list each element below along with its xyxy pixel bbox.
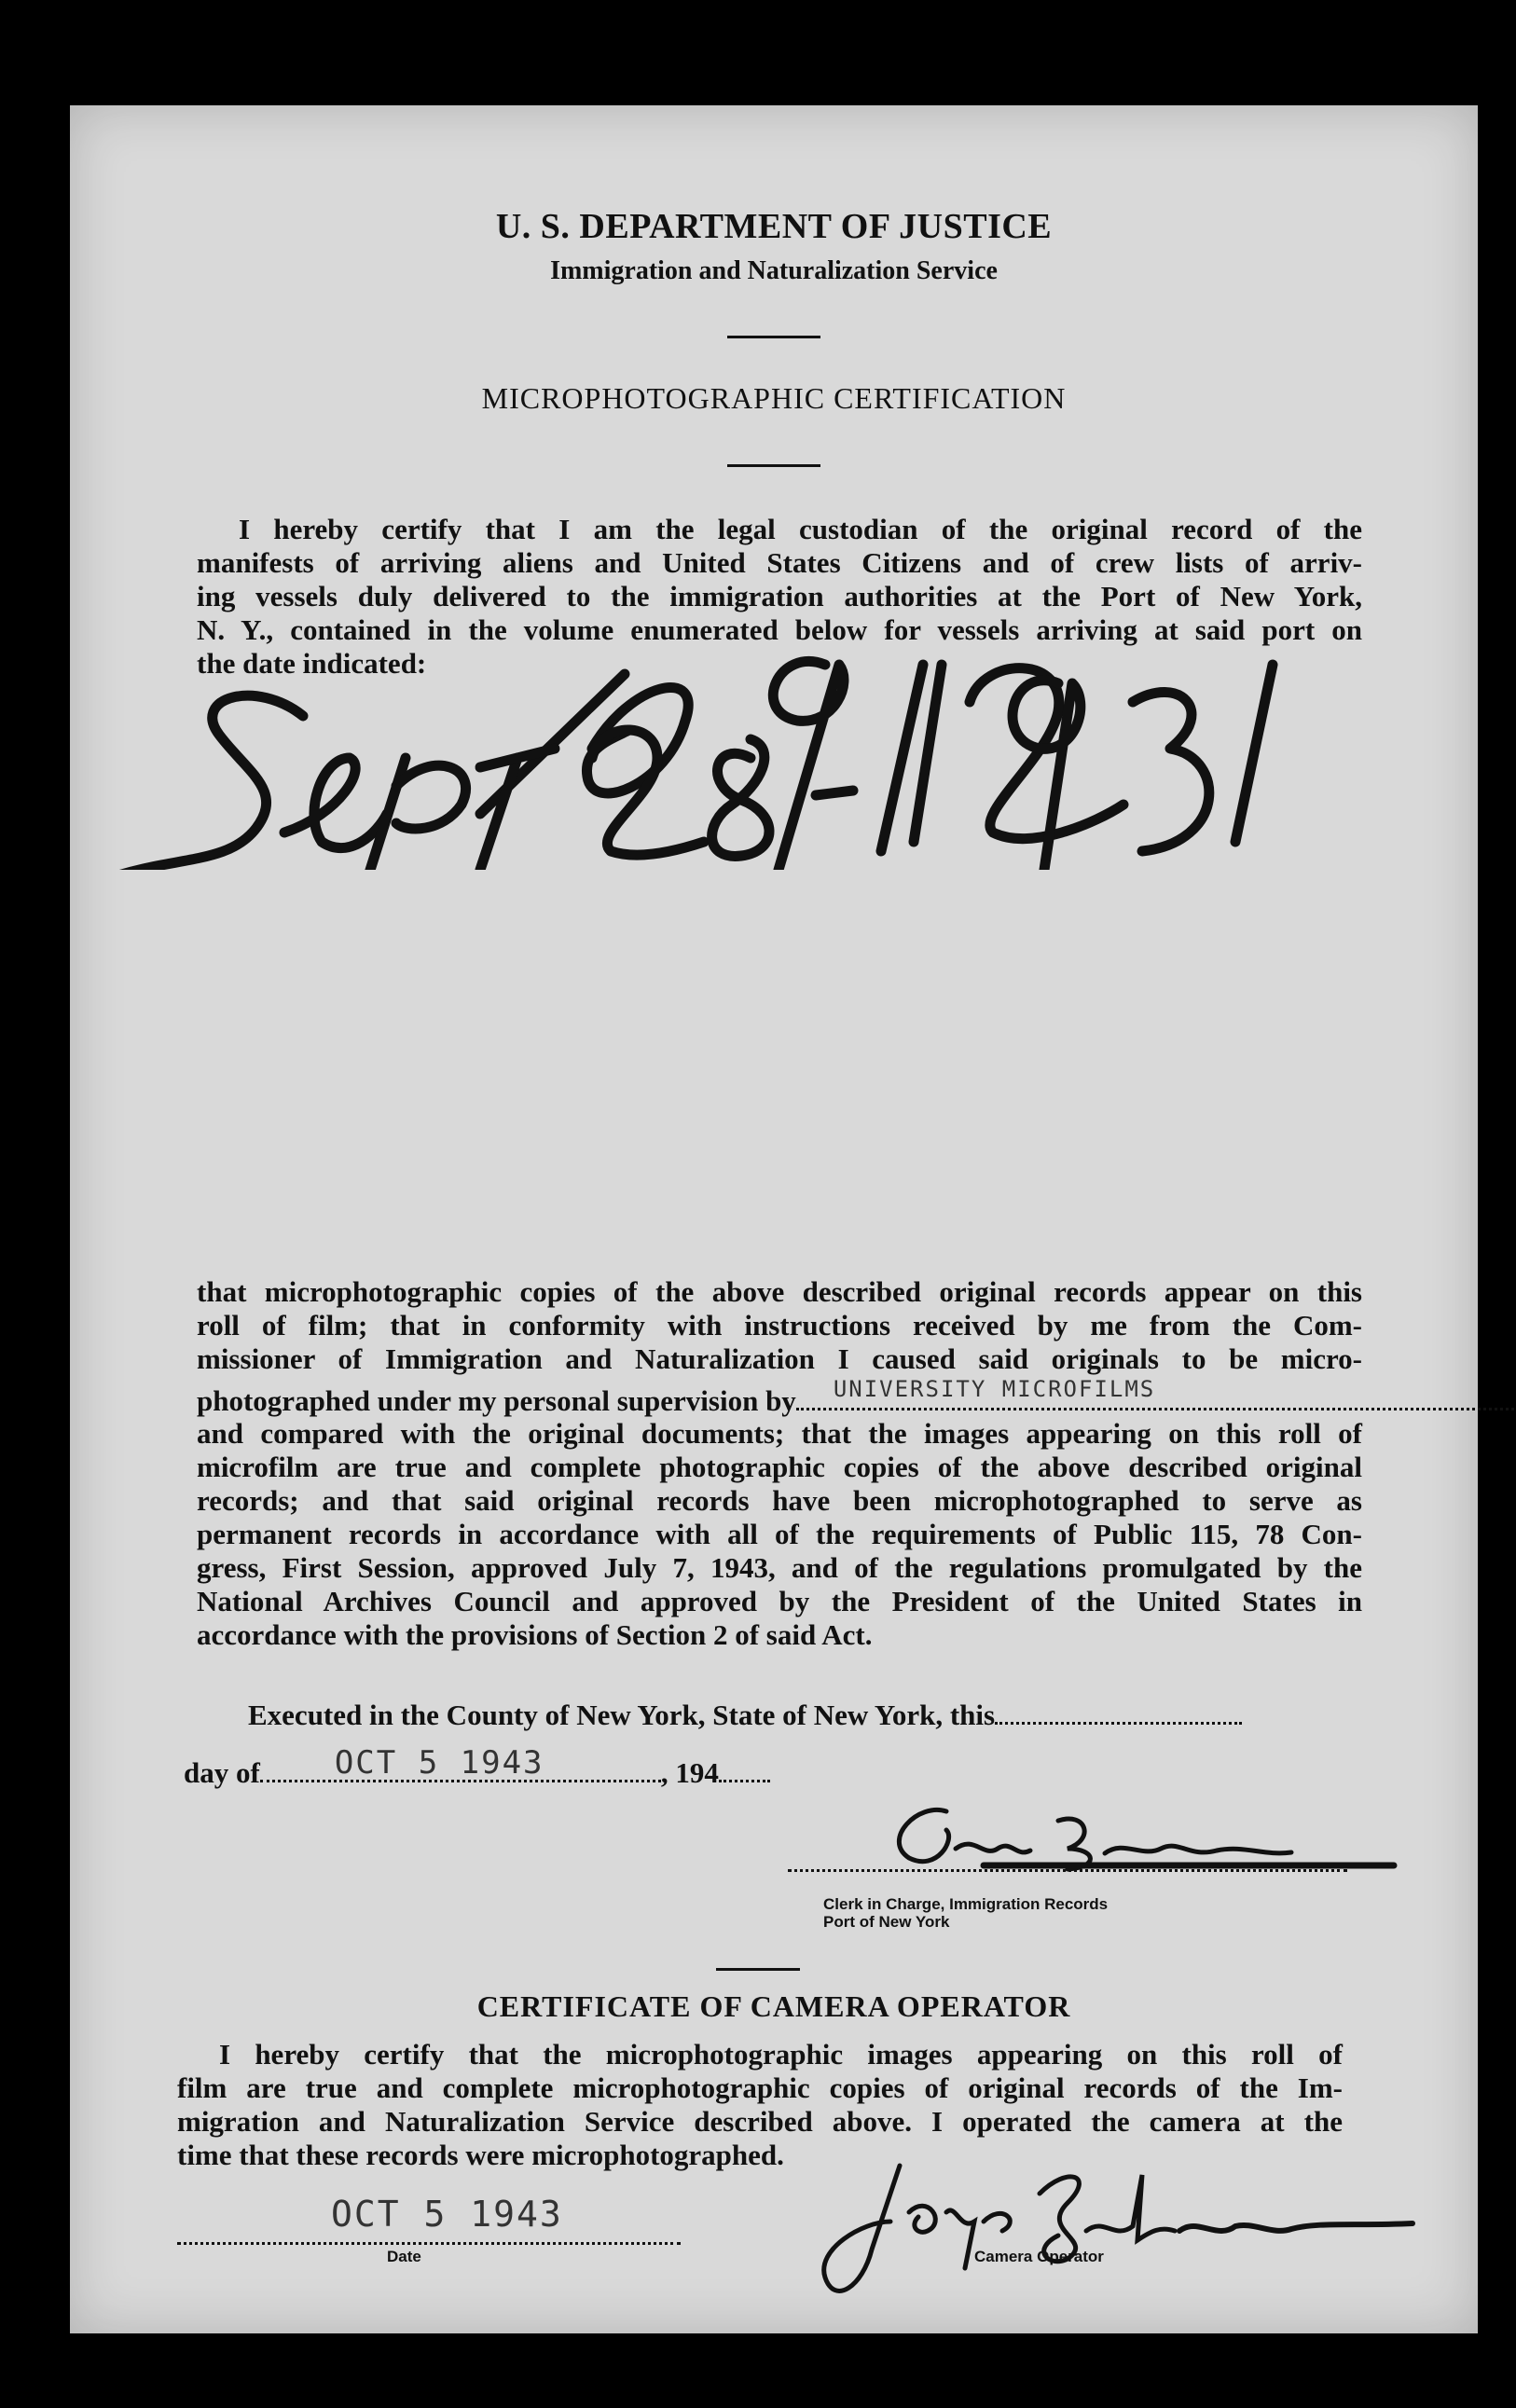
clerk-signature — [844, 1783, 1422, 1895]
executed-text: Executed in the County of New York, State of New York, this — [248, 1699, 996, 1731]
service-subheading: Immigration and Naturalization Service — [550, 256, 998, 285]
clerk-title-line1: Clerk in Charge, Immigration Records — [823, 1895, 1109, 1913]
body-line: microfilm are true and complete photographic copies of the above described original — [197, 1451, 1362, 1483]
camera-line: I hereby certify that the microphotographic images appearing on this roll of — [219, 2038, 1343, 2071]
body-line: that microphotographic copies of the above described original records appear on this — [197, 1275, 1362, 1308]
body-line: missioner of Immigration and Naturalization I caused said originals to be micro- — [197, 1342, 1362, 1375]
body-line: National Archives Council and approved by the President of the United States in — [197, 1585, 1362, 1617]
clerk-signature-line — [788, 1867, 1347, 1872]
intro-line: N. Y., contained in the volume enumerated below for vessels arriving at said port on — [197, 613, 1362, 646]
camera-operator-label: Camera Operator — [974, 2248, 1104, 2265]
certification-title: MICROPHOTOGRAPHIC CERTIFICATION — [481, 381, 1067, 415]
day-of-line — [184, 1744, 770, 1790]
body-line: permanent records in accordance with all of the requirements of Public 115, 78 Con- — [197, 1518, 1362, 1550]
date-stamp: OCT 5 1943 — [334, 1744, 544, 1782]
intro-line: manifests of arriving aliens and United States Citizens and of crew lists of arriv- — [197, 546, 1362, 579]
camera-line: time that these records were microphotographed. — [177, 2139, 784, 2171]
supervision-text: photographed under my personal supervision by — [197, 1384, 796, 1417]
camera-date-label: Date — [387, 2248, 421, 2265]
date-field — [260, 1744, 661, 1782]
day-of-label: day of — [184, 1756, 260, 1789]
certificate-sheet — [70, 105, 1478, 2333]
camera-line: migration and Naturalization Service described above. I operated the camera at the — [177, 2105, 1343, 2138]
executed-line — [248, 1699, 1242, 1732]
body-line: gress, First Session, approved July 7, 1943, and of the regulations promulgated by the — [197, 1551, 1362, 1584]
clerk-title — [823, 1895, 1108, 1931]
camera-line: film are true and complete microphotographic copies of original records of the Im- — [177, 2071, 1343, 2104]
department-heading: U. S. DEPARTMENT OF JUSTICE — [495, 207, 1053, 246]
intro-line: I hereby certify that I am the legal custodian of the original record of the — [239, 513, 1362, 545]
executed-day-field — [995, 1699, 1242, 1725]
intro-line: the date indicated: — [197, 647, 427, 680]
body-line: roll of film; that in conformity with instructions received by me from the Com- — [197, 1309, 1362, 1342]
supervision-line — [197, 1376, 1362, 1417]
intro-line: ing vessels duly delivered to the immigration authorities at the Port of New York, — [197, 580, 1362, 612]
year-field — [719, 1757, 770, 1782]
body-paragraph — [197, 1275, 1362, 1652]
year-suffix: , 194 — [660, 1756, 719, 1789]
body-line: and compared with the original documents; that the images appearing on this roll of — [197, 1417, 1362, 1450]
supervision-field — [796, 1376, 1514, 1410]
camera-operator-signature — [760, 2138, 1431, 2324]
camera-date-stamp: OCT 5 1943 — [331, 2194, 563, 2235]
body-line: accordance with the provisions of Section 2 of said Act. — [197, 1618, 873, 1651]
camera-certificate-title: CERTIFICATE OF CAMERA OPERATOR — [476, 1989, 1071, 2023]
microfilm-company-stamp: UNIVERSITY MICROFILMS — [833, 1376, 1156, 1402]
clerk-title-line2: Port of New York — [823, 1913, 950, 1931]
divider — [716, 1968, 800, 1971]
body-line: records; and that said original records have been microphotographed to serve as — [197, 1484, 1362, 1517]
handwritten-volume-date — [70, 105, 1478, 870]
camera-date-line — [177, 2240, 681, 2245]
